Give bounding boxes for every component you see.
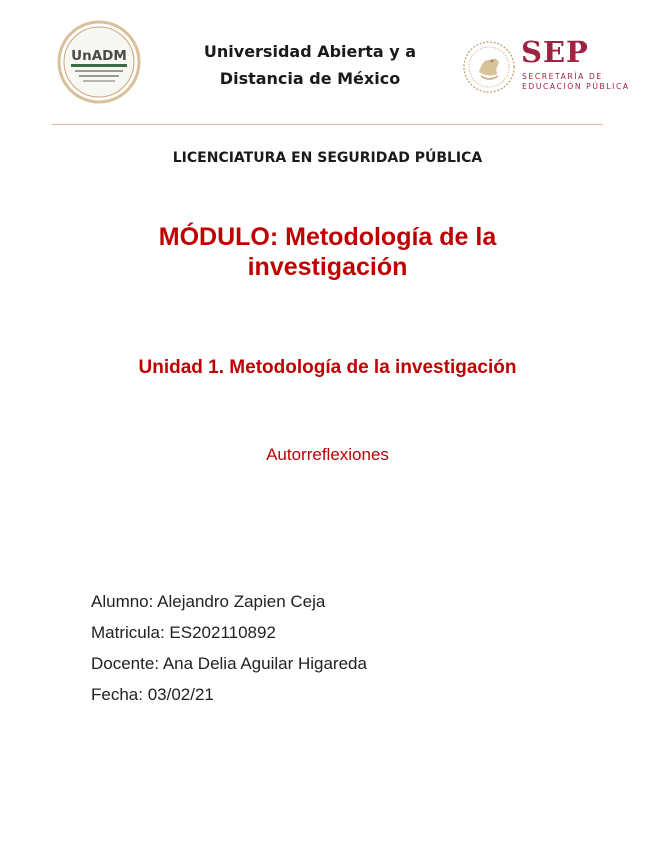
sep-subtitle-line-2: EDUCACIÓN PÚBLICA xyxy=(522,82,630,91)
module-title xyxy=(100,222,555,282)
teacher-name: Docente: Ana Delia Aguilar Higareda xyxy=(91,654,367,673)
activity-title: Autorreflexiones xyxy=(266,445,389,464)
date: Fecha: 03/02/21 xyxy=(91,685,214,704)
unadm-logo xyxy=(57,20,141,104)
mexico-eagle-seal-icon xyxy=(461,38,521,96)
sep-wordmark: SEP xyxy=(521,35,589,69)
student-id: Matricula: ES202110892 xyxy=(91,623,276,642)
unadm-seal-icon xyxy=(57,20,141,104)
student-name: Alumno: Alejandro Zapien Ceja xyxy=(91,592,326,611)
header-divider xyxy=(52,124,603,125)
institution-name xyxy=(160,38,460,92)
module-title-line-2: investigación xyxy=(247,253,408,281)
sep-subtitle xyxy=(522,72,630,92)
unadm-logo-text: UnADM xyxy=(71,48,127,64)
module-title-line-1: MÓDULO: Metodología de la xyxy=(158,223,497,251)
institution-line-2: Distancia de México xyxy=(219,69,401,88)
student-info xyxy=(91,586,367,710)
sep-subtitle-line-1: SECRETARÍA DE xyxy=(522,72,603,81)
institution-line-1: Universidad Abierta y a xyxy=(203,42,417,61)
unit-title: Unidad 1. Metodología de la investigación xyxy=(138,357,517,378)
program-title: LICENCIATURA EN SEGURIDAD PÚBLICA xyxy=(172,150,483,166)
